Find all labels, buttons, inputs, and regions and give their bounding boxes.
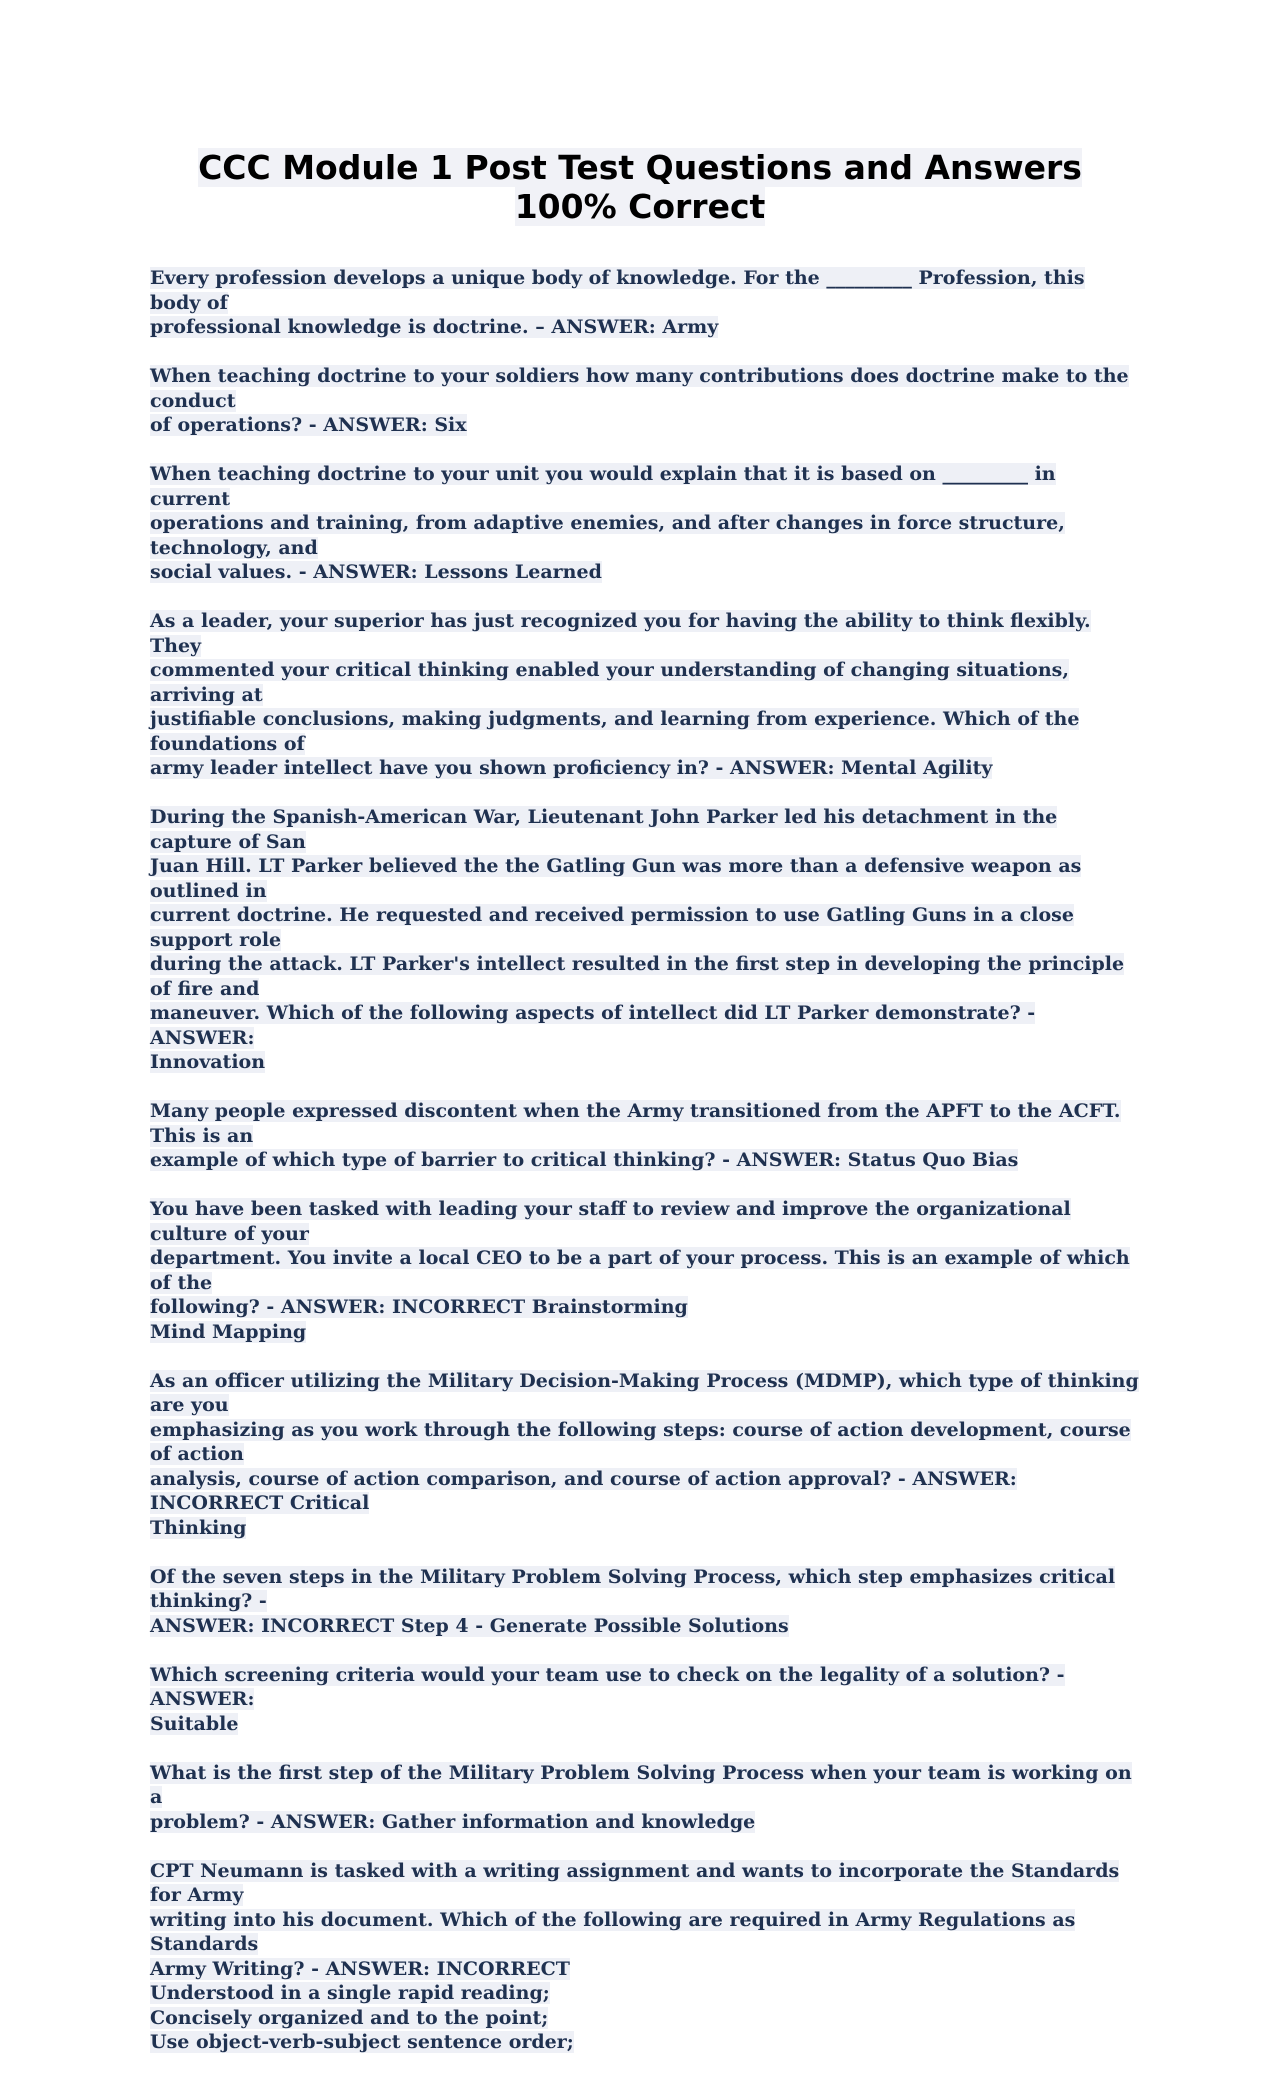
title-line-2: 100% Correct [514, 187, 766, 226]
qa-line: operations and training, from adaptive enemies, and after changes in force structure, technology, and [150, 512, 1065, 559]
qa-list [150, 266, 1140, 2079]
qa-line: Use object-verb-subject sentence order; [150, 2031, 574, 2053]
qa-item [150, 1565, 1140, 1639]
qa-line: Thinking [150, 1516, 247, 1539]
qa-line: When teaching doctrine to your soldiers how many contributions does doctrine make to the conduct [150, 365, 1129, 412]
qa-line: When teaching doctrine to your unit you would explain that it is based on _________ in current [150, 463, 1056, 510]
qa-line: justifiable conclusions, making judgments, and learning from experience. Which of the foundations of [150, 708, 1080, 755]
qa-item [150, 609, 1140, 781]
qa-line: Which screening criteria would your team use to check on the legality of a solution? - ANSWER: [150, 1663, 1065, 1710]
qa-line: current doctrine. He requested and received permission to use Gatling Guns in a close support role [150, 904, 1074, 951]
qa-line: As a leader, your superior has just recognized you for having the ability to think flexibly. They [150, 610, 1091, 657]
qa-line: Many people expressed discontent when the Army transitioned from the APFT to the ACFT. This is an [150, 1100, 1121, 1147]
qa-line: Of the seven steps in the Military Problem Solving Process, which step emphasizes critical thinking? - [150, 1565, 1116, 1612]
qa-line: emphasizing as you work through the following steps: course of action development, course of action [150, 1418, 1131, 1465]
document-title [140, 148, 1140, 226]
qa-item [150, 805, 1140, 1075]
qa-line: of operations? - ANSWER: Six [150, 414, 467, 436]
qa-line: You have been tasked with leading your staff to review and improve the organizational culture of your [150, 1198, 1071, 1245]
qa-line: professional knowledge is doctrine. – ANSWER: Army [150, 316, 719, 338]
qa-item [150, 1663, 1140, 1737]
qa-line: during the attack. LT Parker's intellect resulted in the first step in developing the principle of fire and [150, 953, 1125, 1000]
qa-item [150, 1761, 1140, 1835]
qa-line: As an officer utilizing the Military Decision-Making Process (MDMP), which type of thinking are you [150, 1369, 1139, 1416]
qa-line: Concisely organized and to the point; [150, 2006, 549, 2029]
qa-item [150, 1099, 1140, 1173]
qa-line: department. You invite a local CEO to be a part of your process. This is an example of which of the [150, 1247, 1130, 1294]
qa-line: problem? - ANSWER: Gather information and knowledge [150, 1810, 756, 1833]
qa-item [150, 1859, 1140, 2055]
qa-item [150, 462, 1140, 585]
qa-item [150, 266, 1140, 340]
qa-line: ANSWER: INCORRECT Step 4 - Generate Possible Solutions [150, 1614, 789, 1637]
qa-line: What is the first step of the Military Problem Solving Process when your team is working on a [150, 1761, 1132, 1808]
qa-line: Understood in a single rapid reading; [150, 1982, 550, 2004]
qa-line: example of which type of barrier to critical thinking? - ANSWER: Status Quo Bias [150, 1149, 1019, 1171]
qa-line: Suitable [150, 1712, 239, 1735]
qa-line: following? - ANSWER: INCORRECT Brainstorming [150, 1296, 688, 1318]
qa-line: Mind Mapping [150, 1320, 307, 1343]
qa-item [150, 1369, 1140, 1541]
qa-line: Innovation [150, 1051, 266, 1073]
qa-item [150, 1197, 1140, 1344]
qa-line: CPT Neumann is tasked with a writing assignment and wants to incorporate the Standards for Army [150, 1859, 1120, 1906]
qa-line: During the Spanish-American War, Lieutenant John Parker led his detachment in the capture of San [150, 806, 1058, 853]
qa-line: Army Writing? - ANSWER: INCORRECT [150, 1957, 570, 1980]
qa-line: maneuver. Which of the following aspects of intellect did LT Parker demonstrate? - ANSWER: [150, 1002, 1036, 1049]
qa-item [150, 364, 1140, 438]
qa-line: analysis, course of action comparison, and course of action approval? - ANSWER: INCORRECT Critical [150, 1467, 1017, 1514]
qa-line: Every profession develops a unique body of knowledge. For the _________ Profession, this body of [150, 267, 1085, 314]
qa-line: writing into his document. Which of the following are required in Army Regulations as Standards [150, 1908, 1076, 1955]
qa-line: Juan Hill. LT Parker believed the the Gatling Gun was more than a defensive weapon as outlined in [150, 855, 1082, 902]
title-line-1: CCC Module 1 Post Test Questions and Answers [198, 148, 1082, 187]
qa-line: social values. - ANSWER: Lessons Learned [150, 561, 602, 583]
qa-line: commented your critical thinking enabled your understanding of changing situations, arriving at [150, 659, 1069, 706]
qa-line: army leader intellect have you shown proficiency in? - ANSWER: Mental Agility [150, 757, 993, 779]
